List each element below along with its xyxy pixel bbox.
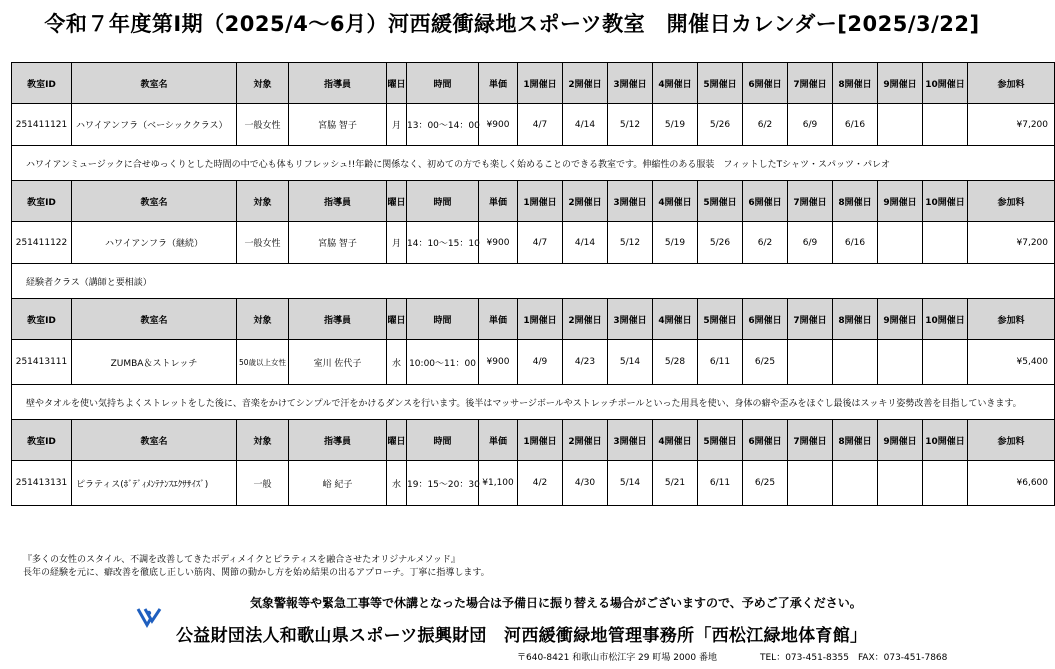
column-header: 教室名	[72, 299, 237, 340]
session-date: 5/19	[653, 104, 698, 146]
column-header: 5開催日	[698, 63, 743, 104]
column-header: 8開催日	[833, 420, 878, 461]
column-header: 2開催日	[563, 63, 608, 104]
schedule-table	[11, 62, 1055, 506]
session-date: 4/30	[563, 461, 608, 506]
pilates-description-line-2: 長年の経験を元に、癖改善を徹底し正しい筋肉、関節の動かし方を始め結果の出るアプローチ。丁寧に指導します。	[23, 568, 490, 578]
session-date: 6/2	[743, 222, 788, 264]
header-row	[12, 63, 1055, 104]
column-header: 教室ID	[12, 63, 72, 104]
weekday: 月	[387, 222, 407, 264]
weekday: 月	[387, 104, 407, 146]
session-date: 6/9	[788, 222, 833, 264]
column-header: 参加料	[968, 420, 1055, 461]
column-header: 曜日	[387, 63, 407, 104]
session-date: 4/2	[518, 461, 563, 506]
column-header: 対象	[237, 299, 289, 340]
unit-price: ¥900	[479, 222, 518, 264]
column-header: 10開催日	[923, 420, 968, 461]
target-audience: 50歳以上女性	[237, 340, 289, 385]
instructor: 宮脇 智子	[289, 104, 387, 146]
class-row	[12, 104, 1055, 146]
participation-fee: ¥5,400	[968, 340, 1055, 385]
session-date: 4/7	[518, 222, 563, 264]
class-name: ピラティス(ﾎﾞﾃﾞｨﾒﾝﾃﾅﾝｽｴｸｻｻｲｽﾞ)	[72, 461, 237, 506]
column-header: 時間	[407, 299, 479, 340]
class-description: 壁やタオルを使い気持ちよくストレットをした後に、音楽をかけてシンプルで汗をかけるダンスを行います。後半はマッサージボールやストレッチポールといった用具を使い、身体の癖や歪みをほぐし最後はスッキリ姿勢改善を目指していきます。	[12, 385, 1055, 420]
column-header: 単価	[479, 420, 518, 461]
organization-name: 公益財団法人和歌山県スポーツ振興財団 河西緩衝緑地管理事務所「西松江緑地体育館」	[176, 626, 868, 646]
column-header: 3開催日	[608, 299, 653, 340]
column-header: 3開催日	[608, 63, 653, 104]
session-date: 5/14	[608, 340, 653, 385]
class-name: ZUMBA＆ストレッチ	[72, 340, 237, 385]
time-slot: 14：10～15：10	[407, 222, 479, 264]
column-header: 指導員	[289, 181, 387, 222]
column-header: 2開催日	[563, 299, 608, 340]
target-audience: 一般女性	[237, 222, 289, 264]
session-date: 6/25	[743, 340, 788, 385]
column-header: 8開催日	[833, 299, 878, 340]
column-header: 8開催日	[833, 63, 878, 104]
session-date: 5/26	[698, 104, 743, 146]
session-date: 4/7	[518, 104, 563, 146]
session-date: 5/19	[653, 222, 698, 264]
time-slot: 13：00～14：00	[407, 104, 479, 146]
column-header: 2開催日	[563, 420, 608, 461]
page-title: 令和７年度第Ⅰ期（2025/4～6月）河西緩衝緑地スポーツ教室 開催日カレンダー[2025/3/22]	[44, 12, 980, 36]
header-row	[12, 181, 1055, 222]
class-description-row	[12, 146, 1055, 181]
column-header: 9開催日	[878, 63, 923, 104]
column-header: 曜日	[387, 181, 407, 222]
column-header: 10開催日	[923, 299, 968, 340]
column-header: 1開催日	[518, 181, 563, 222]
column-header: 10開催日	[923, 181, 968, 222]
session-date: 5/12	[608, 104, 653, 146]
session-date	[923, 104, 968, 146]
column-header: 曜日	[387, 420, 407, 461]
column-header: 5開催日	[698, 420, 743, 461]
session-date: 5/28	[653, 340, 698, 385]
session-date	[923, 461, 968, 506]
session-date: 4/14	[563, 222, 608, 264]
session-date: 6/11	[698, 340, 743, 385]
column-header: 参加料	[968, 63, 1055, 104]
class-description: ハワイアンミュージックに合せゆっくりとした時間の中で心も体もリフレッシュ!!年齢に関係なく、初めての方でも楽しく始めることのできる教室です。伸縮性のある服装 フィットしたTシャツ・スパッツ・パレオ	[12, 146, 1055, 181]
weekday: 水	[387, 340, 407, 385]
session-date	[878, 222, 923, 264]
column-header: 曜日	[387, 299, 407, 340]
column-header: 単価	[479, 299, 518, 340]
column-header: 6開催日	[743, 420, 788, 461]
instructor: 室川 佐代子	[289, 340, 387, 385]
column-header: 指導員	[289, 63, 387, 104]
column-header: 3開催日	[608, 181, 653, 222]
column-header: 9開催日	[878, 420, 923, 461]
unit-price: ¥900	[479, 340, 518, 385]
column-header: 参加料	[968, 299, 1055, 340]
column-header: 参加料	[968, 181, 1055, 222]
session-date: 4/14	[563, 104, 608, 146]
time-slot: 10:00～11：00	[407, 340, 479, 385]
session-date: 6/16	[833, 222, 878, 264]
session-date	[833, 461, 878, 506]
contact-phone-fax: TEL：073-451-8355 FAX：073-451-7868	[760, 653, 948, 663]
column-header: 対象	[237, 420, 289, 461]
pilates-description	[23, 554, 490, 580]
column-header: 教室名	[72, 181, 237, 222]
column-header: 3開催日	[608, 420, 653, 461]
column-header: 4開催日	[653, 63, 698, 104]
class-row	[12, 461, 1055, 506]
column-header: 7開催日	[788, 299, 833, 340]
class-name: ハワイアンフラ（ベーシッククラス）	[72, 104, 237, 146]
column-header: 6開催日	[743, 181, 788, 222]
column-header: 5開催日	[698, 181, 743, 222]
session-date: 6/11	[698, 461, 743, 506]
column-header: 7開催日	[788, 420, 833, 461]
class-description-row	[12, 264, 1055, 299]
session-date	[923, 340, 968, 385]
column-header: 時間	[407, 181, 479, 222]
class-description-row	[12, 385, 1055, 420]
column-header: 時間	[407, 63, 479, 104]
column-header: 対象	[237, 63, 289, 104]
class-id: 251411121	[12, 104, 72, 146]
pilates-description-line-1: 『多くの女性のスタイル、不調を改善してきたボディメイクとピラティスを融合させたオリジナルメソッド』	[23, 555, 460, 565]
session-date	[833, 340, 878, 385]
weather-notice: 気象警報等や緊急工事等で休講となった場合は予備日に振り替える場合がございますので、予めご了承ください。	[250, 596, 862, 610]
column-header: 指導員	[289, 299, 387, 340]
class-row	[12, 222, 1055, 264]
unit-price: ¥1,100	[479, 461, 518, 506]
session-date: 5/26	[698, 222, 743, 264]
class-description: 経験者クラス（講師と要相談）	[12, 264, 1055, 299]
column-header: 対象	[237, 181, 289, 222]
column-header: 8開催日	[833, 181, 878, 222]
unit-price: ¥900	[479, 104, 518, 146]
header-row	[12, 420, 1055, 461]
class-row	[12, 340, 1055, 385]
foundation-logo-icon	[136, 606, 162, 628]
class-id: 251411122	[12, 222, 72, 264]
participation-fee: ¥7,200	[968, 222, 1055, 264]
instructor: 峪 紀子	[289, 461, 387, 506]
address: 〒640-8421 和歌山市松江字 29 町場 2000 番地	[517, 653, 717, 663]
column-header: 4開催日	[653, 181, 698, 222]
target-audience: 一般	[237, 461, 289, 506]
column-header: 1開催日	[518, 63, 563, 104]
column-header: 9開催日	[878, 299, 923, 340]
participation-fee: ¥6,600	[968, 461, 1055, 506]
column-header: 教室名	[72, 63, 237, 104]
column-header: 6開催日	[743, 299, 788, 340]
column-header: 教室ID	[12, 420, 72, 461]
session-date: 6/25	[743, 461, 788, 506]
session-date: 4/9	[518, 340, 563, 385]
column-header: 1開催日	[518, 299, 563, 340]
column-header: 時間	[407, 420, 479, 461]
participation-fee: ¥7,200	[968, 104, 1055, 146]
session-date: 6/16	[833, 104, 878, 146]
session-date: 5/21	[653, 461, 698, 506]
session-date	[878, 340, 923, 385]
column-header: 4開催日	[653, 299, 698, 340]
weekday: 水	[387, 461, 407, 506]
column-header: 単価	[479, 181, 518, 222]
column-header: 9開催日	[878, 181, 923, 222]
column-header: 7開催日	[788, 181, 833, 222]
column-header: 6開催日	[743, 63, 788, 104]
column-header: 単価	[479, 63, 518, 104]
session-date	[923, 222, 968, 264]
column-header: 1開催日	[518, 420, 563, 461]
column-header: 教室ID	[12, 299, 72, 340]
session-date	[878, 104, 923, 146]
time-slot: 19：15～20：30	[407, 461, 479, 506]
session-date	[788, 340, 833, 385]
session-date: 6/9	[788, 104, 833, 146]
column-header: 教室ID	[12, 181, 72, 222]
class-id: 251413131	[12, 461, 72, 506]
session-date	[878, 461, 923, 506]
instructor: 宮脇 智子	[289, 222, 387, 264]
column-header: 4開催日	[653, 420, 698, 461]
column-header: 5開催日	[698, 299, 743, 340]
class-id: 251413111	[12, 340, 72, 385]
session-date: 5/12	[608, 222, 653, 264]
column-header: 10開催日	[923, 63, 968, 104]
column-header: 指導員	[289, 420, 387, 461]
session-date: 5/14	[608, 461, 653, 506]
session-date	[788, 461, 833, 506]
header-row	[12, 299, 1055, 340]
session-date: 6/2	[743, 104, 788, 146]
column-header: 7開催日	[788, 63, 833, 104]
column-header: 2開催日	[563, 181, 608, 222]
session-date: 4/23	[563, 340, 608, 385]
column-header: 教室名	[72, 420, 237, 461]
class-name: ハワイアンフラ（継続）	[72, 222, 237, 264]
target-audience: 一般女性	[237, 104, 289, 146]
